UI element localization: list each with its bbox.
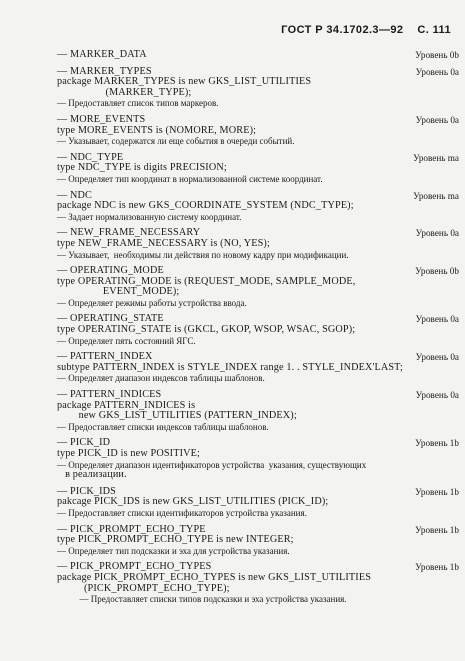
- level-label: Уровень 0a: [415, 66, 459, 77]
- page-number: С. 111: [417, 24, 451, 36]
- definition-description: — Задает нормализованную систему координат.: [57, 211, 242, 222]
- definition-name: — MARKER_TYPES: [57, 65, 152, 77]
- level-label: Уровень 1b: [415, 438, 459, 449]
- definition-code: type MORE_EVENTS is (NOMORE, MORE);: [57, 124, 257, 136]
- definition-name: — PATTERN_INDICES: [57, 389, 162, 401]
- definition-code: EVENT_MODE);: [57, 286, 180, 298]
- definition-description: — Указывает, содержатся ли еще события в очереди событий.: [57, 136, 295, 147]
- definition-description: — Определяет тип подсказки и эха для устройства указания.: [57, 545, 290, 556]
- definition-entry: [57, 487, 459, 519]
- definition-description: — Определяет режимы работы устройства ввода.: [57, 297, 247, 308]
- level-label: Уровень 0a: [415, 114, 459, 125]
- definition-code: type OPERATING_MODE is (REQUEST_MODE, SAMPLE_MODE,: [57, 275, 356, 287]
- definition-name: — PICK_PROMPT_ECHO_TYPE: [57, 523, 206, 535]
- definition-name: — MARKER_DATA: [57, 49, 147, 60]
- definition-code: type PICK_ID is new POSITIVE;: [57, 448, 201, 459]
- definition-entry: [57, 314, 459, 346]
- definition-entry: [57, 115, 459, 147]
- definition-entry: [57, 525, 459, 557]
- definition-name: — OPERATING_STATE: [57, 313, 164, 325]
- definition-code: new GKS_LIST_UTILITIES (PATTERN_INDEX);: [57, 410, 297, 422]
- level-label: Уровень 0a: [415, 390, 459, 401]
- definition-name: — NEW_FRAME_NECESSARY: [57, 227, 201, 239]
- definition-entry: [57, 352, 459, 384]
- definition-description: — Определяет диапазон индексов таблицы шаблонов.: [57, 373, 265, 384]
- definition-entry: [57, 562, 459, 604]
- level-label: Уровень 0a: [415, 314, 459, 325]
- level-label: Уровень 0b: [415, 266, 459, 277]
- type-definitions-list: [57, 50, 459, 611]
- definition-entry: [57, 50, 459, 61]
- standard-number: ГОСТ Р 34.1702.3—92: [281, 24, 404, 36]
- definition-name: — PATTERN_INDEX: [57, 351, 153, 363]
- level-label: Уровень ma: [413, 190, 459, 201]
- definition-code: subtype PATTERN_INDEX is STYLE_INDEX range 1. . STYLE_INDEX'LAST;: [57, 361, 403, 373]
- definition-description: — Определяет диапазон идентификаторов устройства указания, существующих: [57, 459, 367, 470]
- definition-description: — Предоставляет списки индексов таблицы шаблонов.: [57, 421, 269, 432]
- definition-code: package PICK_PROMPT_ECHO_TYPES is new GKS_LIST_UTILITIES: [57, 571, 372, 583]
- level-label: Уровень 1b: [415, 486, 459, 497]
- definition-entry: [57, 390, 459, 432]
- definition-entry: [57, 67, 459, 109]
- level-label: Уровень 0a: [415, 228, 459, 239]
- page-header: [281, 24, 451, 36]
- level-label: Уровень ma: [413, 152, 459, 163]
- definition-code: type PICK_PROMPT_ECHO_TYPE is new INTEGER;: [57, 534, 294, 546]
- level-label: Уровень 0b: [415, 50, 459, 60]
- definition-entry: [57, 228, 459, 260]
- definition-description: — Определяет пять состояний ЯГС.: [57, 335, 196, 346]
- definition-name: — PICK_ID: [57, 437, 111, 449]
- definition-name: — NDC_TYPE: [57, 151, 124, 163]
- definition-code: package NDC is new GKS_COORDINATE_SYSTEM (NDC_TYPE);: [57, 200, 354, 212]
- level-label: Уровень 1b: [415, 524, 459, 535]
- definition-code: pakcage PICK_IDS is new GKS_LIST_UTILITIES (PICK_ID);: [57, 496, 329, 508]
- level-label: Уровень 1b: [415, 562, 459, 573]
- definition-description: — Определяет тип координат в нормализованной системе координат.: [57, 173, 323, 184]
- definition-entry: [57, 191, 459, 223]
- definition-code: type NDC_TYPE is digits PRECISION;: [57, 162, 227, 174]
- level-label: Уровень 0a: [415, 352, 459, 363]
- definition-code: type OPERATING_STATE is (GKCL, GKOP, WSOP, WSAC, SGOP);: [57, 324, 356, 336]
- definition-code: (PICK_PROMPT_ECHO_TYPE);: [57, 582, 230, 594]
- definition-entry: [57, 266, 459, 308]
- definition-description: — Предоставляет список типов маркеров.: [57, 98, 219, 109]
- definition-name: — NDC: [57, 189, 92, 201]
- definition-description: — Указывает, необходимы ли действия по новому кадру при модификации.: [57, 249, 349, 260]
- definition-code: type NEW_FRAME_NECESSARY is (NO, YES);: [57, 237, 270, 249]
- definition-entry: [57, 438, 459, 480]
- definition-code: в реализации.: [57, 469, 127, 481]
- definition-name: — MORE_EVENTS: [57, 113, 146, 125]
- definition-description: — Предоставляет списки типов подсказки и эха устройства указания.: [57, 594, 347, 605]
- definition-code: package PATTERN_INDICES is: [57, 399, 196, 411]
- definition-description: — Предоставляет списки идентификаторов устройства указания.: [57, 507, 307, 518]
- definition-name: — PICK_IDS: [57, 485, 116, 497]
- definition-name: — OPERATING_MODE: [57, 265, 164, 277]
- definition-code: (MARKER_TYPE);: [57, 86, 192, 98]
- definition-code: package MARKER_TYPES is new GKS_LIST_UTILITIES: [57, 76, 312, 88]
- definition-name: — PICK_PROMPT_ECHO_TYPES: [57, 561, 212, 573]
- definition-entry: [57, 153, 459, 185]
